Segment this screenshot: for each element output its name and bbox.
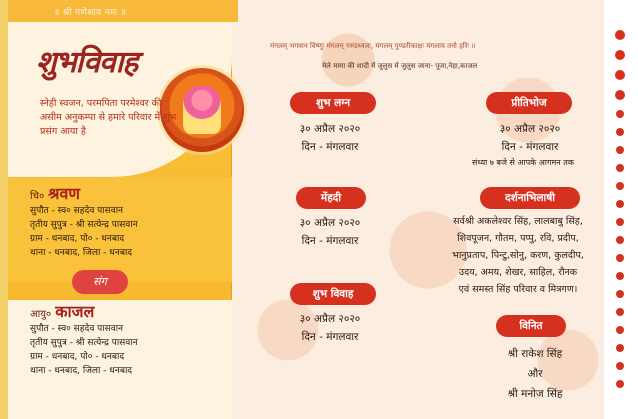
bride-name-row [30, 300, 138, 322]
pritibhoj-pill: प्रीतिभोज [486, 92, 572, 114]
dot-icon [616, 272, 624, 280]
dot-icon [616, 164, 624, 172]
dot-icon [615, 90, 625, 100]
darshan-line-5: एवं समस्त सिंह परिवार व मित्रगण। [458, 284, 578, 295]
darshan-line-1: सर्वश्री अकलेश्वर सिंह, लालबाबु सिंह, [453, 216, 583, 227]
dot-icon [616, 200, 624, 208]
dot-icon [616, 362, 624, 370]
bride-line-1: सुपौत - स्व० सहदेव पासवान [30, 324, 124, 334]
lagan-date: ३० अप्रैल २०२० [299, 123, 361, 135]
groom-prefix: चि० [30, 191, 45, 202]
dot-icon [616, 128, 624, 136]
dot-icon [616, 182, 624, 190]
lagan-pill: शुभ लग्न [290, 92, 376, 114]
dot-icon [615, 70, 625, 80]
pritibhoj-note: संध्या ७ बजे से आपके आगमन तक [472, 158, 574, 167]
dot-icon [615, 50, 625, 60]
groom-line-4: थाना - धनबाद, जिला - धनबाद [30, 248, 133, 258]
dot-icon [616, 254, 624, 262]
mantra-text: मंगलम् भगवान विष्णुः मंगलम् गरुडध्वजः, मंगलम् पुण्डरीकाक्षः मंगलाय तनो हरिः ॥ [270, 42, 476, 50]
groom-line-1: सुपौत - स्व० सहदेव पासवान [30, 206, 124, 216]
subtitle-text: मेले मामा की शादी में जुलुस में जुलुस जाना- पूजा,नेहा,काजल [322, 62, 478, 70]
dot-icon [616, 218, 624, 226]
invite-text: स्नेही स्वजन, परमपिता परमेश्वर की असीम अनुकम्पा से हमारे परिवार में शुभ प्रसंग आया है [40, 98, 177, 137]
dot-icon [616, 308, 624, 316]
mehndi-date: ३० अप्रैल २०२० [299, 217, 361, 229]
vinit-pill: विनित [496, 315, 566, 337]
vivah-day: दिन - मंगलवार [301, 331, 359, 343]
decorative-dots [614, 30, 626, 398]
lagan-day: दिन - मंगलवार [301, 141, 359, 153]
dot-icon [616, 110, 624, 118]
darshan-pill: दर्शनाभिलाषी [480, 187, 580, 209]
groom-line-3: ग्राम - धनबाद, पो० - धनबाद [30, 234, 125, 244]
darshan-line-3: भानुप्रताप, पिन्टु,सोनु, करण, कुलदीप, [452, 250, 584, 261]
bride-line-2: तृतीय सुपुत्र - श्री सत्येन्द्र पासवान [30, 338, 138, 348]
dot-icon [616, 146, 624, 154]
mehndi-pill: मेंहदी [296, 187, 366, 209]
bride-name: काजल [55, 302, 95, 321]
pritibhoj-date: ३० अप्रैल २०२० [499, 123, 561, 135]
dot-icon [616, 290, 624, 298]
groom-name-row [30, 182, 138, 204]
mehndi-day: दिन - मंगलवार [301, 235, 359, 247]
dot-icon [616, 344, 624, 352]
darshan-line-4: उदय, अमय, शेखर, साहिल, रौनक [458, 267, 578, 278]
vinit-name-2: श्री मनोज सिंह [507, 388, 563, 400]
groom-name: श्रवण [48, 184, 80, 203]
pritibhoj-day: दिन - मंगलवार [501, 141, 559, 153]
darshan-list [436, 213, 600, 298]
vinit-and: और [527, 368, 543, 380]
bride-block [30, 300, 138, 378]
om-text: ॥ श्री गणेशाय नमः ॥ [54, 8, 127, 18]
groom-line-2: तृतीय सुपुत्र - श्री सत्येन्द्र पासवान [30, 220, 138, 230]
groom-block [30, 182, 138, 260]
vinit-name-1: श्री राकेश सिंह [507, 348, 563, 360]
dot-icon [615, 30, 625, 40]
vinit-block [470, 344, 600, 404]
dot-icon [616, 236, 624, 244]
darshan-line-2: शिवपूजन, गौतम, पप्पु, रवि, प्रदीप, [457, 233, 579, 244]
vivah-pill: शुभ विवाह [290, 283, 376, 305]
dot-icon [616, 326, 624, 334]
sang-badge: संग [72, 270, 128, 294]
bride-prefix: आयु० [30, 309, 52, 320]
ganesh-figure [183, 86, 221, 134]
bride-line-3: ग्राम - धनबाद, पो० - धनबाद [30, 352, 125, 362]
title-shubh-vivah: शुभविवाह [36, 45, 138, 80]
dot-icon [616, 380, 624, 388]
bride-line-4: थाना - धनबाद, जिला - धनबाद [30, 366, 133, 376]
vivah-date: ३० अप्रैल २०२० [299, 313, 361, 325]
